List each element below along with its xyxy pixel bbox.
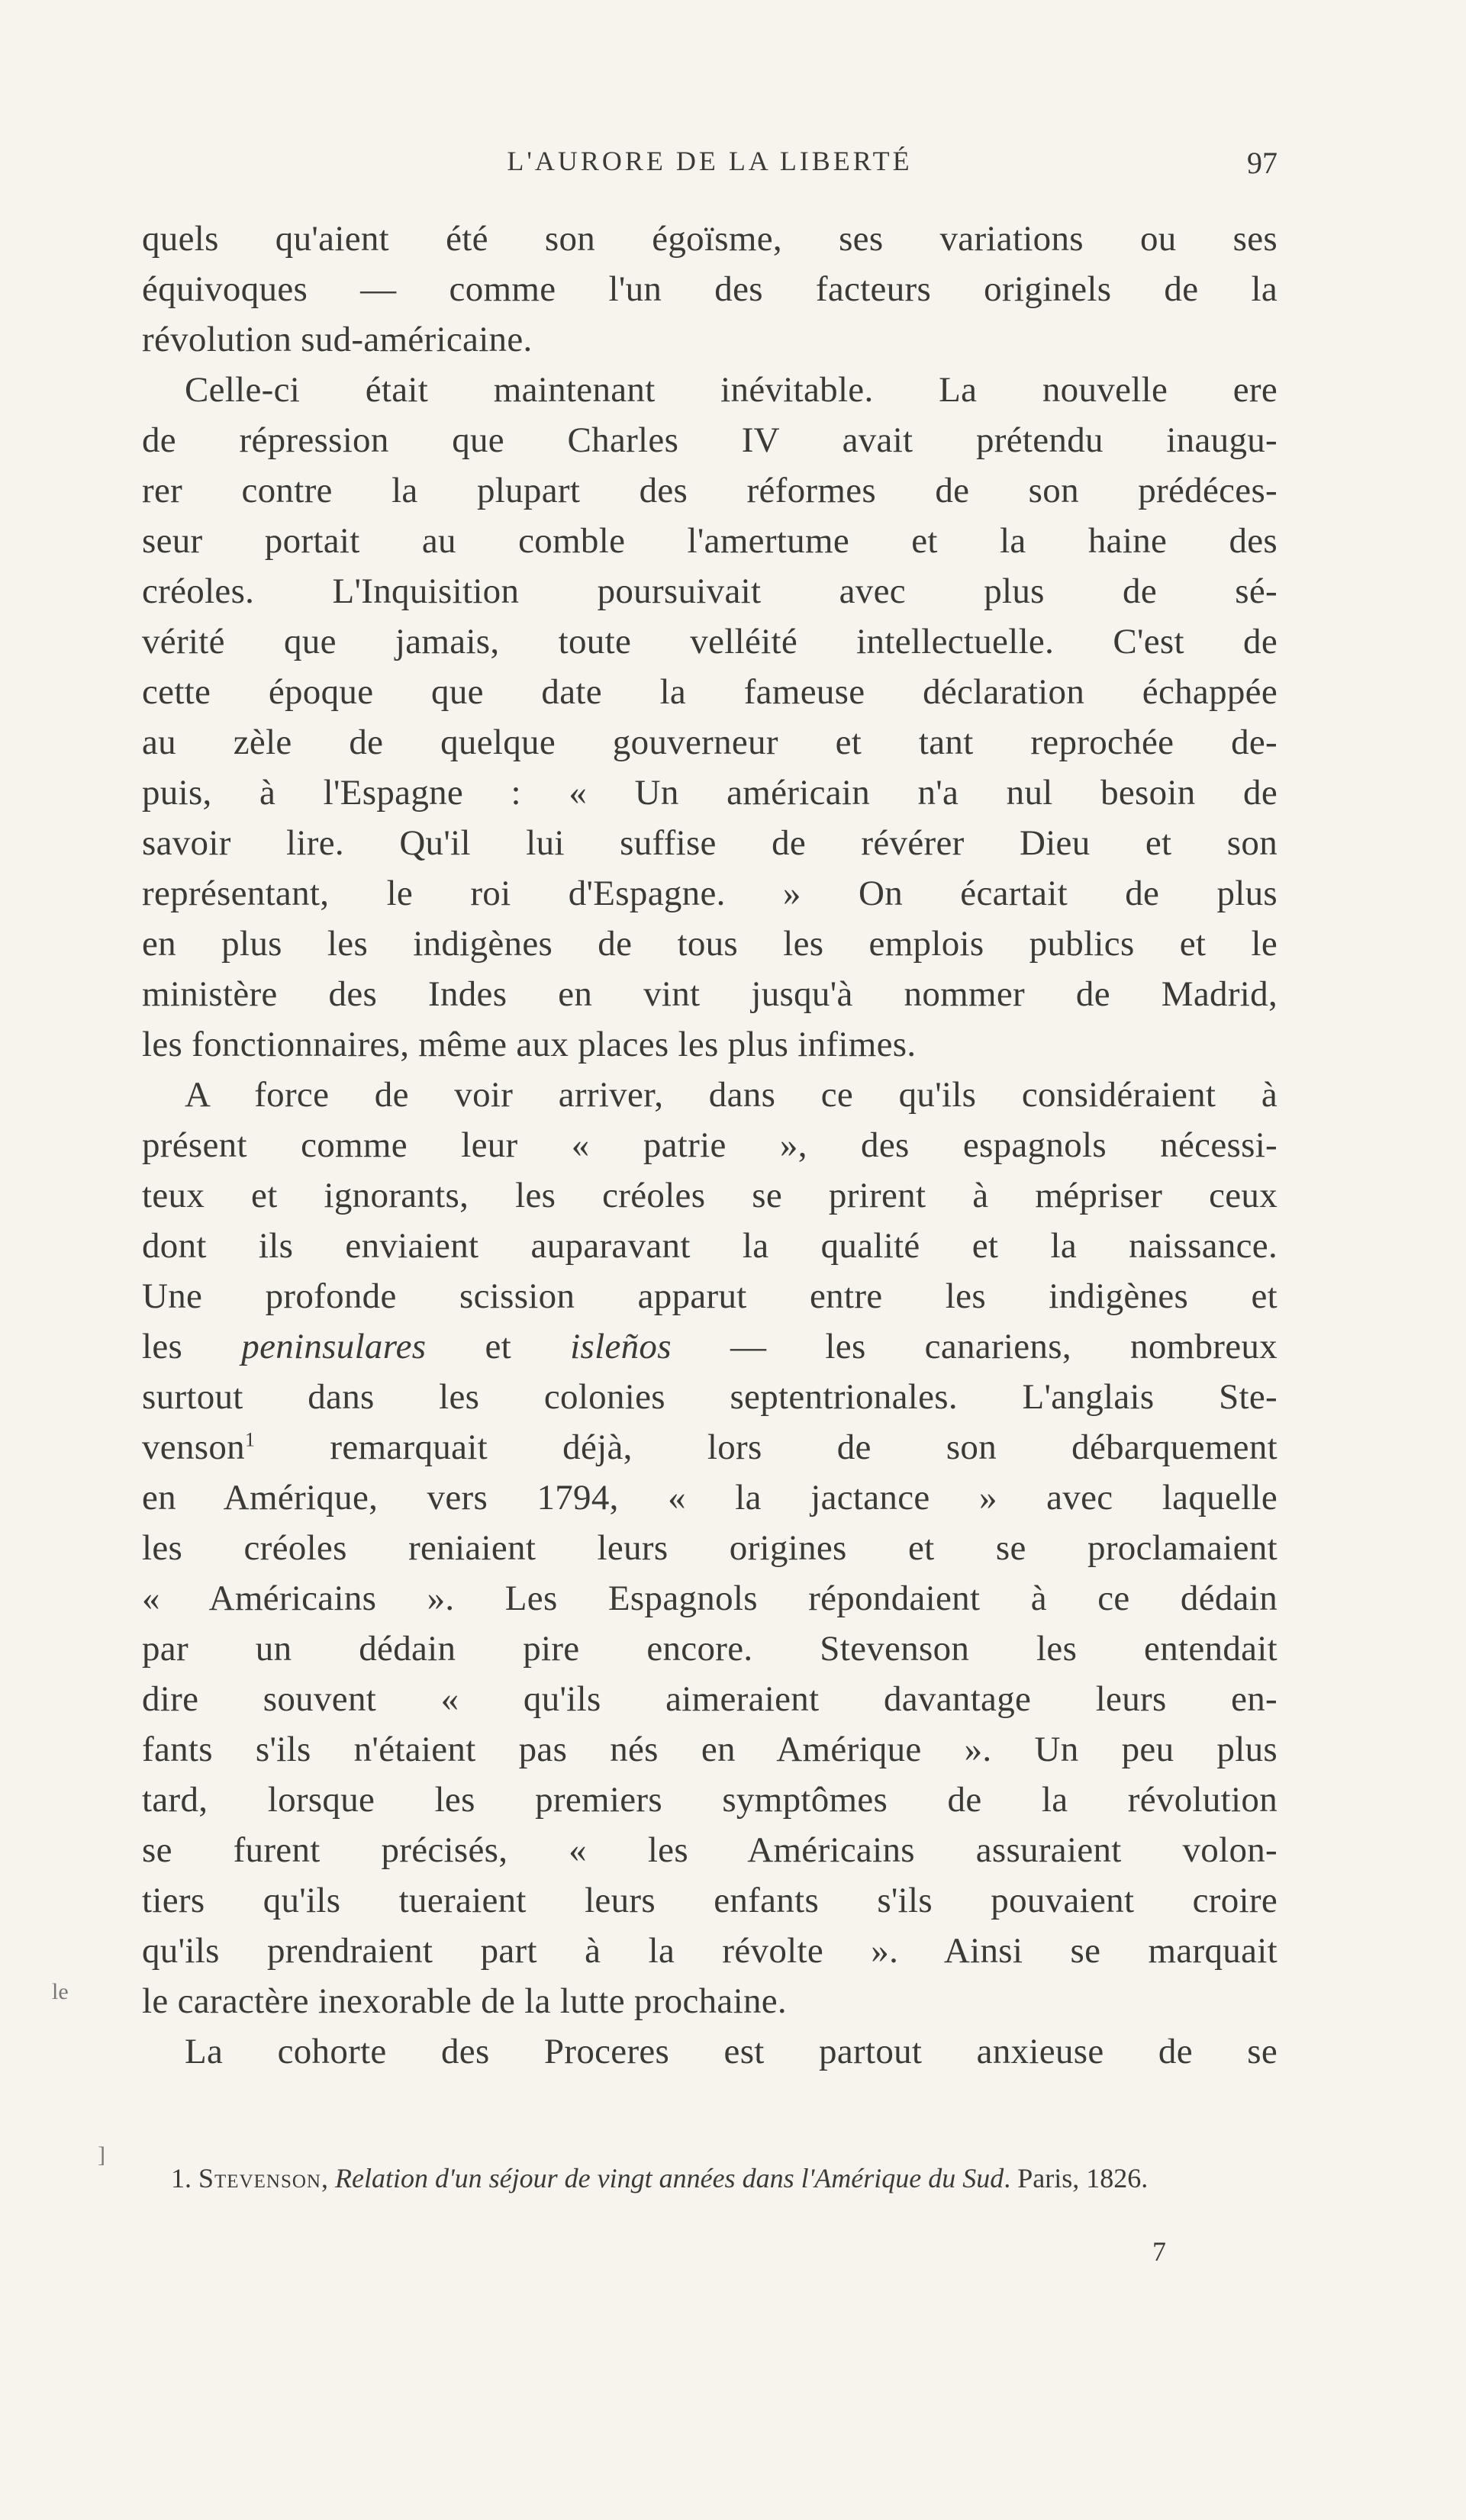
text-line: présent comme leur « patrie », des espagnols nécessi-	[142, 1125, 1278, 1165]
text-fragment: venson	[142, 1427, 245, 1467]
text-line: vérité que jamais, toute velléité intellectuelle. C'est de	[142, 622, 1278, 661]
text-line: tiers qu'ils tueraient leurs enfants s'ils pouvaient croire	[142, 1881, 1278, 1920]
text-line: cette époque que date la fameuse déclaration échappée	[142, 672, 1278, 712]
text-line: créoles. L'Inquisition poursuivait avec plus de sé-	[142, 571, 1278, 611]
text-fragment: les	[142, 1327, 242, 1366]
text-fragment: remarquait déjà, lors de son débarquement	[255, 1427, 1278, 1467]
text-line: le caractère inexorable de la lutte prochaine.	[142, 1981, 787, 2021]
text-line: rer contre la plupart des réformes de son prédéces-	[142, 471, 1278, 510]
text-line: « Américains ». Les Espagnols répondaient à ce dédain	[142, 1579, 1278, 1618]
footnote-author: Stevenson	[198, 2163, 321, 2193]
text-line: quels qu'aient été son égoïsme, ses variations ou ses	[142, 219, 1278, 259]
text-line: seur portait au comble l'amertume et la haine des	[142, 521, 1278, 561]
footnote-title: Relation d'un séjour de vingt années dans l'Amérique du Sud	[334, 2163, 1004, 2193]
page-number: 97	[1247, 146, 1278, 180]
footnote-number: 1.	[171, 2163, 198, 2193]
text-line: qu'ils prendraient part à la révolte ». Ainsi se marquait	[142, 1931, 1278, 1971]
text-line: Une profonde scission apparut entre les indigènes et	[142, 1276, 1278, 1316]
text-line: puis, à l'Espagne : « Un américain n'a nul besoin de	[142, 773, 1278, 813]
text-line: les fonctionnaires, même aux places les plus infimes.	[142, 1025, 917, 1064]
text-line: dont ils enviaient auparavant la qualité et la naissance.	[142, 1226, 1278, 1266]
text-fragment: et	[426, 1327, 571, 1366]
footnote	[142, 2159, 1278, 2197]
text-line: surtout dans les colonies septentrionales. L'anglais Ste-	[142, 1377, 1278, 1417]
italic-term: isleños	[570, 1327, 672, 1366]
text-line: représentant, le roi d'Espagne. » On écartait de plus	[142, 874, 1278, 913]
text-line: ministère des Indes en vint jusqu'à nommer de Madrid,	[142, 974, 1278, 1014]
italic-term: peninsulares	[241, 1327, 427, 1366]
running-head	[142, 145, 1278, 183]
text-line: tard, lorsque les premiers symptômes de la révolution	[142, 1780, 1278, 1820]
text-line: de répression que Charles IV avait prétendu inaugu-	[142, 420, 1278, 460]
text-line	[142, 1321, 1278, 1372]
text-fragment: — les canariens, nombreux	[671, 1327, 1278, 1366]
text-line: par un dédain pire encore. Stevenson les entendait	[142, 1629, 1278, 1669]
footnote-separator: ,	[321, 2163, 335, 2193]
text-line: dire souvent « qu'ils aimeraient davantage leurs en-	[142, 1679, 1278, 1719]
margin-annotation: ]	[98, 2142, 105, 2168]
footnote-rest: . Paris, 1826.	[1004, 2163, 1149, 2193]
text-line: se furent précisés, « les Américains assuraient volon-	[142, 1830, 1278, 1870]
text-line: fants s'ils n'étaient pas nés en Amérique ». Un peu plus	[142, 1730, 1278, 1769]
text-line	[142, 1422, 1278, 1472]
text-line: au zèle de quelque gouverneur et tant reprochée de-	[142, 723, 1278, 762]
footnotes	[142, 2159, 1278, 2197]
margin-annotation: le	[52, 1979, 69, 2004]
text-line: en plus les indigènes de tous les emplois publics et le	[142, 924, 1278, 964]
text-line: La cohorte des Proceres est partout anxieuse de se	[185, 2032, 1278, 2071]
text-line: teux et ignorants, les créoles se prirent à mépriser ceux	[142, 1176, 1278, 1215]
text-line: les créoles reniaient leurs origines et se proclamaient	[142, 1528, 1278, 1568]
body-text	[142, 214, 1278, 2077]
footnote-ref: 1	[244, 1428, 256, 1451]
text-line: en Amérique, vers 1794, « la jactance » avec laquelle	[142, 1478, 1278, 1517]
text-line: Celle-ci était maintenant inévitable. La nouvelle ere	[185, 370, 1278, 410]
text-line: A force de voir arriver, dans ce qu'ils considéraient à	[185, 1075, 1278, 1115]
text-line: équivoques — comme l'un des facteurs originels de la	[142, 269, 1278, 309]
running-title: L'AURORE DE LA LIBERTÉ	[507, 146, 913, 176]
text-line: savoir lire. Qu'il lui suffise de révérer Dieu et son	[142, 823, 1278, 863]
signature-mark: 7	[1152, 2236, 1166, 2267]
text-line: révolution sud-américaine.	[142, 320, 533, 359]
